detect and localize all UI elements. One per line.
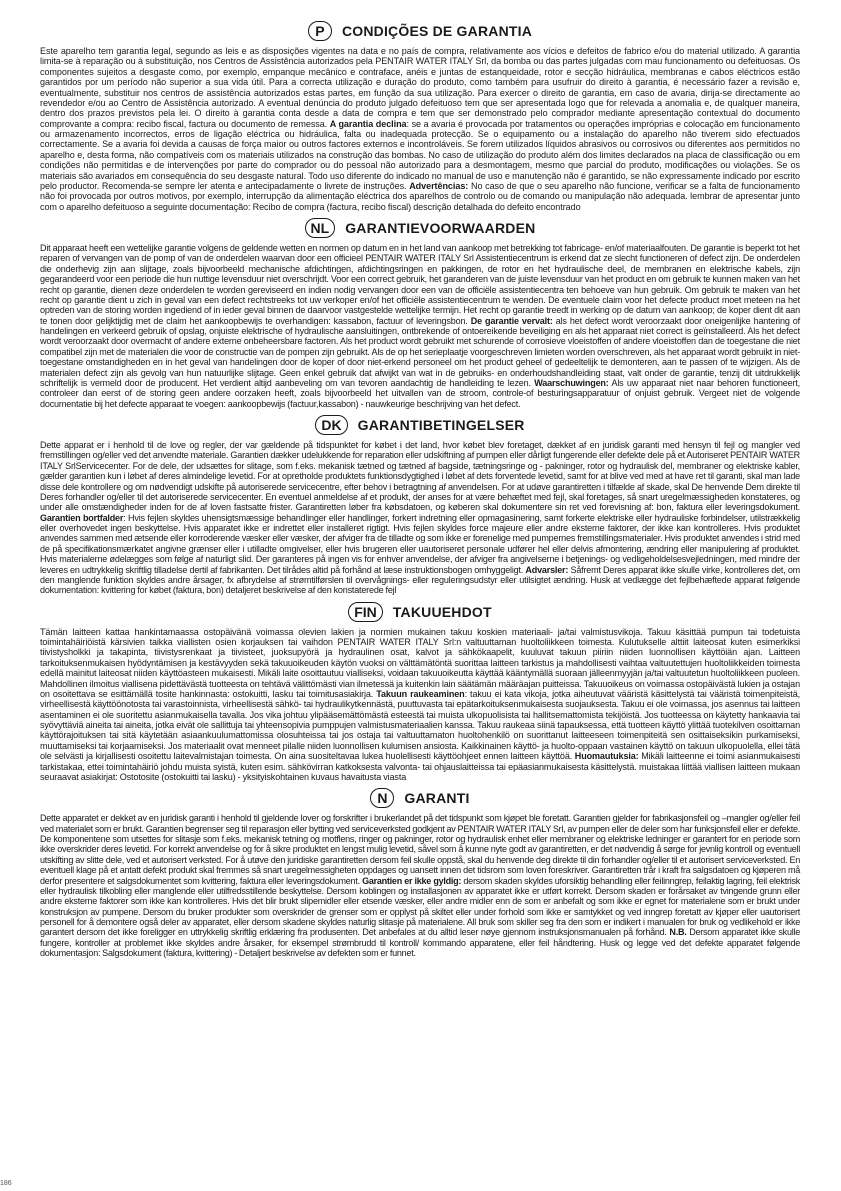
warranty-page — [40, 18, 800, 959]
body-text: Tämän laitteen kattaa hankintamaassa ostopäivänä voimassa olevien lakien ja normien mukainen takuu koskien materiaali- ja/tai valmistusvikoja. Takuu käsittää pumpun tai todetuista toimintahäiriöistä kärsivien taikka viallisten osien korjauksen tai vaihdon PENTAIR WATER ITALY Srl:n valtuuttaman huoltoliikkeen toimesta. Kulutukselle alttiit laiteosat kuten esimerkiksi tiivistysholkki ja takapinta, tiivistysrenkaat ja tiivisteet, juoksupyörä ja hydraulinen osat, kalvot ja sähkökaapelit, kuuluvat takuun piiriin niiden luonnollisen käyttöiän ajan. Laitteen tarkoituksenmukaisen hyödyntämisen ja kestävyyden sekä takuuoikeuden käytön vuoksi on välttämätöntä suorittaa laitteen tarkistus ja mahdollisesti vaihtaa valtuutettujen huoltoliikkeiden toimesta edellä mainitut laiteosat niiden käyttöasteen mukaisesti. Mikäli laite osoittautuu vialliseksi, voidaan takuuoikeutta käyttää kääntymällä suoraan jälleenmyyjän ja/tai valtuutetun huoltoliikkeen puoleen. Mahdollinen ilmoitus viallisena pidettävästä tuotteesta on tehtävä välittömästi vian ilmetessä ja kuitenkin lain säätämän määräajan puitteissa. Takuuoikeus on voimassa ostopäivästä lukien ja ostajan on osoitettava se esittämällä tosite hankinnasta: ostokuitti, lasku tai toimitusasiakirja. — [40, 626, 800, 699]
bold-term: Huomautuksia: — [574, 751, 639, 762]
section-body — [40, 46, 800, 212]
bold-term: Garantien bortfalder — [40, 512, 124, 523]
body-text: : Hvis fejlen skyldes uhensigtsmæssige behandlinger eller handlinger, forkert indretning eller opmagasinering, samt forkerte elektriske eller hydrauliske forbindelser, utilstrækkelig eller overhovedet ingen beskyttelse. Hvis apparatet ikke er indrettet eller installeret rigtigt. Hvis fejlen skyldes force majeure eller andre eksterne faktorer, der ikke kan kontrolleres. Hvis produktet anvendes sammen med ætsende eller korroderende væsker eller væsker, der afviger fra de tilladte og som ikke er forenelige med pumpernes fremstillingsmaterialer. Hvis produktet anvendes i strid med de på specifikationsmærkatet angivne grænser eller i utilladte omgivelser, eller hvis brugeren eller uautoriseret personale udfører hel eller delvis afmontering, ændring eller manipulering af produktet. Hvis materialerne ødelægges som følge af naturligt slid. Der garanteres på ingen vis for enhver anvendelse, der afviger fra angivelserne i betjenings- og vedligeholdelsesvejledningen, med mindre der leveres en udtrykkelig skriftlig tilladelse dertil af fabrikanten. Det tilrådes altid på forhånd at læse instruktionsbogen omhyggeligt. — [40, 512, 800, 575]
section-title: CONDIÇÕES DE GARANTIA — [341, 23, 533, 39]
bold-term: Advarsler: — [525, 564, 569, 575]
section-danish — [40, 412, 800, 596]
bold-term: Takuun raukeaminen — [376, 688, 465, 699]
language-badge: FIN — [348, 602, 383, 622]
bold-term: Advertências: — [409, 180, 469, 191]
bold-term: Garantien er ikke gyldig: — [362, 875, 462, 886]
section-header — [40, 785, 800, 811]
section-finnish — [40, 599, 800, 783]
body-text: Dersom apparatet ikke skulle fungere, kontroller at problemet ikke skyldes andre årsaker, for eksempel strømbrudd til kontroll/ kommando apparatene, eller feil håndtering. Husk og legge ved det defekte apparatet følgende dokumentasjon: Salgsdokument (faktura, kvittering) - Detaljert beskrivelse av defekten som er funnet. — [40, 927, 800, 959]
body-text: als het defect wordt veroorzaakt door oneigenlijke hantering of handelingen en verkeerd gebruik of opslag, onjuiste elektrische of hydraulische aansluitingen, ontbrekende of ontoereikende beveiliging en als het apparaat niet correct is geïnstalleerd. Als het defect wordt veroorzaakt door overmacht of andere externe onbeheersbare factoren. Als het product wordt gebruikt met schurende of corrosieve vloeistoffen of andere vloeistoffen dan de toegestane die niet compatibel zijn met de materialen die voor de constructie van de pompen zijn gebruikt. Als de op het serieplaatje voorgeschreven limieten worden overschreven, als het apparaat wordt gebruikt in niet-toegestane omstandigheden en in het geval van handelingen door de koper of door niet-erkend personeel om het product geheel of gedeeltelijk te demonteren, aan te passen of te wijzigen. Als de materialen defect zijn als gevolg van hun natuurlijke slijtage. Geen enkel gebruik dat afwijkt van wat in de gebruiks- en onderhoudshandleiding staat, valt onder de garantie, tenzij dit uitdrukkelijk schriftelijk is vermeld door de producent. Het verdient altijd aanbeveling om van tevoren aandachtig de handleiding te lezen. — [40, 315, 800, 388]
bold-term: De garantie vervalt: — [470, 315, 553, 326]
section-body — [40, 627, 800, 783]
section-portuguese — [40, 18, 800, 212]
body-text: Mikäli laitteenne ei toimi asianmukaisesti tarkistakaa, ettei toimintahäiriö johdu muista syistä, kuten esim. sähkövirran katkoksesta valvonta- tai ohjauslaitteissa tai epäasianmukaisesta käsittelystä. muistakaa liittää viallisen laitteen mukaan seuraavat asiakirjat: Ostotosite (ostokuitti tai lasku) - yksityiskohtainen kuvaus havaitusta viasta — [40, 751, 800, 782]
language-badge: P — [308, 21, 332, 41]
body-text: No caso de que o seu aparelho não funcione, verificar se a falta de funcionamento não foi provocada por outros motivos, por exemplo, interrupção da alimentação eléctrica dos aparelhos de controlo ou de comando ou manipulação não adequada. lembrar de apresentar junto com o aparelho defeituoso a seguinte documentação: Recibo de compra (factura, recibo fiscal) descrição detalhada do defeito encontrado — [40, 180, 800, 212]
bold-term: N.B. — [669, 927, 687, 938]
body-text: Dette apparat er i henhold til de love og regler, der var gældende på tidspunktet for købet i det land, hvor købet blev foretaget, dækket af en juridisk garanti med hensyn til fejl og mangler ved fremstillingen og/eller ved det anvendte materiale. Garantien dækker udelukkende for reparation eller udskiftning af pumpen eller dårligt fungerende eller defekte dele på et Autoriseret PENTAIR WATER ITALY SrlServicecenter. For de dele, der udsættes for slitage, som f.eks. mekanisk tætned og tætned af bagside, tætningsringe og - pakninger, rotor og hydraulisk del, membraner og elektriske kabler, gælder garantien kun i løbet af deres almindelige levetid. For at opretholde produktets funktionsdygtighed i løbet af dets forventede levetid, samt for at blive ved med at have ret til garanti, skal man lade disse dele kontrollere og om nødvendigt udskifte på autoriserede servicecentre, efter behov i betragtning af anvendelsen. For at udøve garantiretten i tilfælde af skade, skal De henvende Dem direkte til Deres forhandler og/eller til det autoriserede servicecenter. En eventuel anmeldelse af et produkt, der anses for at være behæftet med fejl, skal foretages, så snart uregelmæssigheden konstateres, og under alle omstændigheder inden for de af loven fastsatte frister. Garantiretten løber fra købsdatoen, og køberen skal dokumentere sin ret ved forevisning af: bon, faktura eller leveringsdokument. — [40, 440, 800, 513]
bold-term: Waarschuwingen: — [534, 377, 609, 388]
body-text: Este aparelho tem garantia legal, segundo as leis e as disposições vigentes na data e no país de compra, relativamente aos vícios e defeitos de fabrico e/ou do material utilizado. A garantia limita-se à reparação ou à substituição, nos Centros de Assistência autorizados pela PENTAIR WATER ITALY Srl, da bomba ou das partes julgadas com mau funcionamento ou defeituosas. Os componentes sujeitos a desgaste como, por exemplo, empanque mecânico e contraface, anéis e juntas de estanqueidade, rotor e secção hidráulica, membranas e cabos eléctricos estão garantidos por um período não superior a sua vida útil. Para a correcta utilização e duração do produto, como também para usufruir do direito à garantia, é necessário fazer a revisão e, eventualmente, substituir nos centros de assistência autorizados estas partes, em função da sua utilização. Para exercer o direito de garantia, em caso de avaria, dirija-se directamente ao revendedor e/ou ao Centro de Assistência autorizado. A eventual denúncia do produto julgado defeituoso tem que ser apresentada logo que for relevada a anomalia e, de qualquer maneira, dentro dos prazos previstos pela lei. O direito à garantia conta desde a data de compra e tem que ser demonstrado pelo comprador mediante apresentação contextual do documento comprovante a compra: recibo fiscal, factura ou documento de remessa. — [40, 46, 800, 129]
section-header — [40, 215, 800, 241]
section-title: GARANTIEVOORWAARDEN — [345, 220, 536, 236]
section-body — [40, 440, 800, 596]
body-text: : se a avaria é provocada por tratamentos ou operações impróprias e colocação em funcionamento ou armazenamento incorrectos, erros de ligação eléctrica ou hidráulica, falta ou inadequada protecção. Se o equipamento ou a instalação do aparelho não tiverem sido efectuados correctamente. Se a avaria foi devida a causas de força maior ou outros factores externos e incontroláveis. Se forem utilizados líquidos abrasivos ou corrosivos ou diferentes aos permitidos no aparelho e, desta forma, não compatíveis com os materiais utilizados na construção das bombas. No caso de utilização do produto além dos limites declarados na placa de classificação ou em condições não permitidas e de intervenções por parte do comprador ou do pessoal não autorizado para a desmontagem, mesmo que parcial do produto, modificações ou violações. Se os materiais são avariados em consequência do seu desgaste natural. Todo uso diferente do indicado no manual de uso e manutenção não é garantido, se não expressamente indicado por escrito pelo productor. Recomenda-se sempre ler atenta e antecipadamente o livrete de instruções. — [40, 118, 800, 191]
section-title: GARANTIBETINGELSER — [357, 417, 525, 433]
language-badge: N — [370, 788, 394, 808]
section-title: GARANTI — [404, 790, 470, 807]
section-body — [40, 813, 800, 958]
body-text: Als uw apparaat niet naar behoren functioneert, controleer dan eerst of de storing geen andere oorzaken heeft, zoals bijvoorbeeld het uitvallen van de stroom, controle-of besturingsapparatuur of onjuist gebruik. Vergeet niet de volgende documentatie bij het defecte apparaat te voegen: aankoopbewijs (factuur,kassabon) - nauwkeurige beschrijving van het defect. — [40, 377, 800, 409]
body-text: Såfremt Deres apparat ikke skulle virke, kontrolleres det, om den manglende funktion skyldes andre årsager, fx afbrydelse af strømtilførslen til overvågnings- eller reguleringsudstyr eller utilsigtet ændring. Husk at vedlægge det fejlbehæftede apparat følgende dokumentation: kvittering for købet (faktura, bon) detaljeret beskrivelse af den konstaterede fejl — [40, 564, 800, 596]
section-header — [40, 412, 800, 438]
section-header — [40, 599, 800, 625]
page-number: 186 — [0, 1180, 12, 1187]
body-text: dersom skaden skyldes uforsiktig behandling eller feilinngrep, feilaktig lagring, feil elektrisk eller hydraulisk tilkobling eller manglende eller utilfredsstillende beskyttelse. Dersom koblingen og installasjonen av apparatet ikke er utført korrekt. Dersom skaden er forårsaket av tvingende grunn eller andre eksterne faktorer som ikke kan kontrolleres. Hvis det blir brukt slipemidler eller etsende væsker, eller andre midler enn de som er anbefalt og som ikke er egnet for materialene som er brukt under konstruksjon av pumpene. Dersom du bruker produkter som overskrider de grenser som er opplyst på skiltet eller under forhold som ikke er samtykket og ved inngrep foretatt av kjøper eller uautorisert personell for å demontere også deler av apparatet, eller dersom skadene skyldes naturlig slitasje på materialene. All bruk som skiller seg fra den som er indikert i manualen for bruk og vedlikehold er ikke garantert dersom det ikke foreligger en uttrykkelig skriftlig erklæring fra produsenten. Det anbefales at du alltid leser nøye gjennom instruksjonsmanualen på forhånd. — [40, 875, 800, 938]
body-text: Dette apparatet er dekket av en juridisk garanti i henhold til gjeldende lover og forskrifter i brukerlandet på det tidspunkt som kjøpet ble foretatt. Garantien gjelder for fabrikasjonsfeil og –mangler og/eller feil ved materialet som er brukt. Garantien begrenser seg til reparasjon eller bytting ved serviceverksted godkjent av PENTAIR WATER ITALY Srl, av pumpen eller de deler som har funksjonsfeil eller er defekte. De komponentene som utsettes for slitasje som f.eks. mekanisk tetning og motflens, ringer og pakninger, rotor og hydraulisk enhet eller membraner og elektriske ledninger er garantert for en periode som ikke overskrider deres levetid. For korrekt anvendelse og for å sikre produktet en lengst mulig levetid, såvel som å kunne nyte godt av garantiretten, er det nødvendig å sørge for jevnlig kontroll og eventuell utskifting av slitte dele, ved et autorisert verksted. For å utøve den juridiske garantiretten dersom feil skulle oppstå, skal du henvende deg direkte til din forhandler og/eller til et autorisert serviceverksted. En eventuell klage på et antatt defekt produkt skal fremmes så snart uregelmessigheten oppdages og uansett innen det tidsrom som loven foreskriver. Garantiretten trår i kraft fra salgsdatoen og kjøperen må derfor presentere et salgsdokumentet som kvittering, faktura eller leveringsdokument. — [40, 813, 800, 886]
section-dutch — [40, 215, 800, 409]
section-title: TAKUUEHDOT — [392, 603, 492, 620]
language-badge: NL — [305, 218, 336, 238]
section-norwegian — [40, 785, 800, 958]
body-text: : takuu ei kata vikoja, jotka aiheutuvat vääristä käsittelystä tai vääristä toimenpiteistä, virheellisestä käyttöönotosta tai varastoinnista, virheellisestä sähkö- tai hydraulikytkennästä, puuttuvasta tai epätarkoituksenmukaisesta suojauksesta. Takuu ei ole voimassa, jos asennus tai laitteen asentaminen ei ole suoritettu asianmukaisella tavalla. Jos vika johtuu ylipääsemättömästä esteestä tai muista ulkopuolisista tai hallitsemattomista tekijöistä. Jos tuotteessa on käytetty hankaavia tai syövyttäviä aineita tai aineita, jotka eivät ole sallittuja tai yhteensopivia pumppujen valmistusmateriaalien kanssa. Takuu raukeaa siinä tapauksessa, että tuotteen käyttö ylittää tuotekilven osoittaman käyttörajoituksen tai sitä käytetään asiaankuulumattomissa olosuhteissa tai jos ostaja tai valtuuttamaton huoltohenkilö on suorittanut laitteeseen toimenpiteitä sen osittaiseksikin purkamiseksi, muuttamiseksi tai korjaamiseksi. Jos materiaalit ovat menneet pilalle niiden luonnollisen kulumisen ansiosta. Kaikkinainen käyttö- ja huolto-oppaan vastainen käyttö on takuun ulkopuolella, ellei tätä ole selvästi ja kirjallisesti osoitettu laitevalmistajan toimesta. On aina suositeltavaa lukea huolellisesti käyttöohjeet ennen laitteen käyttöä. — [40, 688, 800, 762]
bold-term: A garantia declina — [329, 118, 407, 129]
section-body — [40, 243, 800, 409]
section-header — [40, 18, 800, 44]
language-badge: DK — [315, 415, 347, 435]
body-text: Dit apparaat heeft een wettelijke garantie volgens de geldende wetten en normen op datum en in het land van aankoop met betrekking tot fabricage- en/of materiaalfouten. De garantie is beperkt tot het reparen of vervangen van de pomp of van de onderdelen waarvan door een officieel PENTAIR WATER ITALY Srl Assistentiecentrum is erkend dat ze slecht functioneren of defect zijn. De onderdelen die onderhevig zijn aan slijtage, zoals bijvoorbeeld mechanische afdichtingen, afdichtingsringen en pakkingen, de rotor en het hydraulische deel, de membranen en elektrische kabels, zijn gegarandeerd voor een periode die hun nuttige levensduur niet overschrijdt. Voor een correct gebruik, het garanderen van de juiste levensduur van het product en om gebruik te kunnen maken van het recht op garantie, dienen deze onderdelen te worden gereviseerd en indien nodig vervangen door een van de officiële assistentiecentra ten behoeve van hun gebruik. Om gebruik te maken van het recht op garantie dient u zich in geval van een defect rechtstreeks tot uw verkoper en/of het officiële assistentiecentrum te wenden. De eventuele claim voor het defecte product moet meteen na het optreden van de storing worden ingediend of in ieder geval binnen de daarvoor vastgestelde wettelijke termijn. Het recht op garantie treedt in werking op de datum van aankoop; de koper dient dit aan te tonen door gelijktijdig met de claim het aankoopbewijs te overhandigen: kassabon, factuur of leveringsbon. — [40, 243, 800, 326]
